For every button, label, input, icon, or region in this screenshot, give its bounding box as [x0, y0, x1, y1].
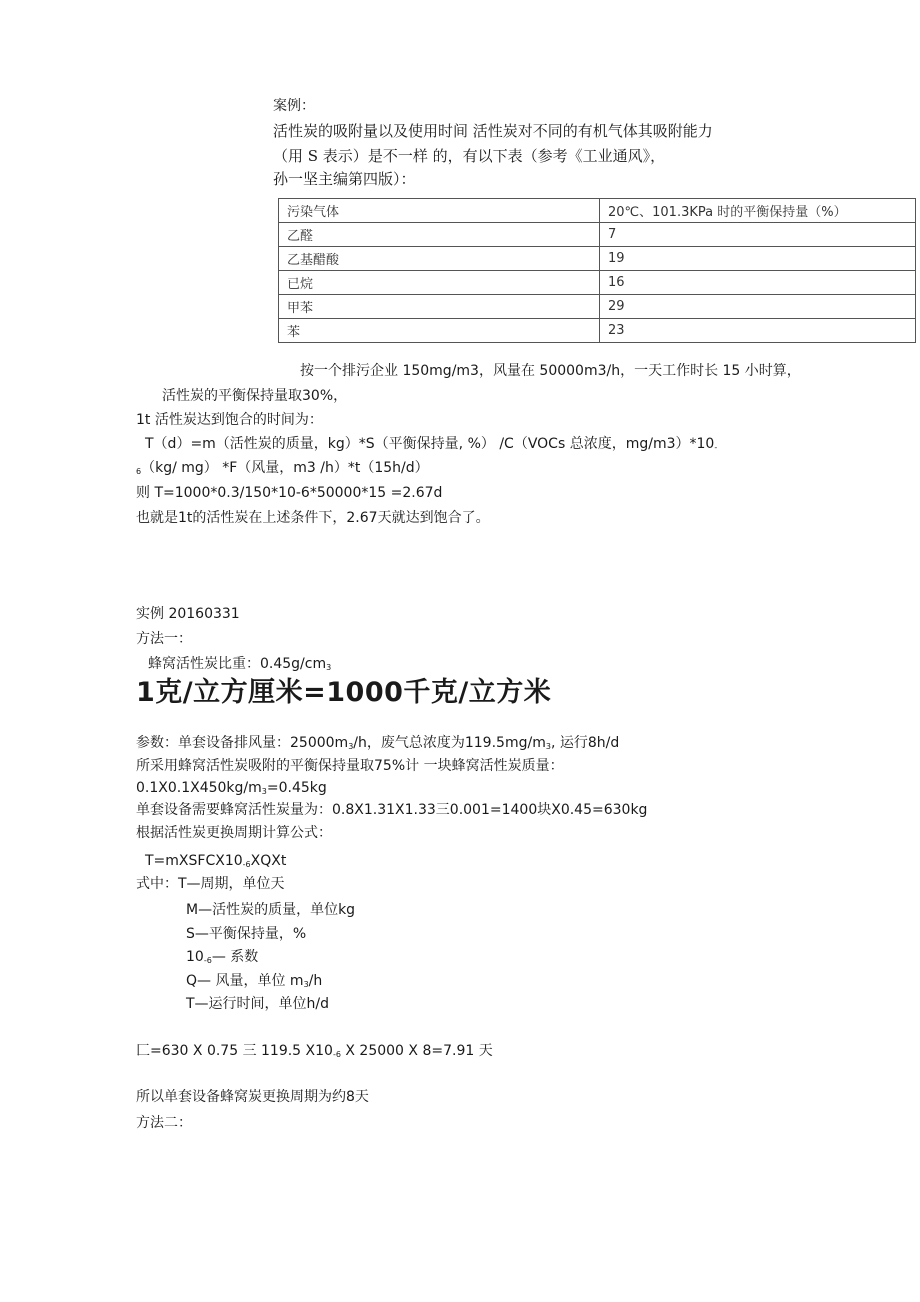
definition-text: 10: [186, 949, 204, 965]
unit-subscript: 3: [303, 980, 309, 989]
definition-s: S—平衡保持量，%: [186, 926, 307, 942]
table-cell-value: 19: [600, 247, 916, 271]
table-header-row: [279, 199, 916, 223]
table-row: [279, 295, 916, 319]
formula-text: （kg/ mg） *F（风量，m3 /h）*t（15h/d）: [141, 460, 429, 476]
method-one-heading: 方法一：: [136, 631, 192, 647]
table-row: [279, 223, 916, 247]
example1-line-1: 按一个排污企业 150mg/m3，风量在 50000m3/h，一天工作时长 15 小时算，: [300, 363, 801, 379]
unit-subscript: 3: [348, 742, 354, 751]
summary-line: 所以单套设备蜂窝炭更换周期为约8天: [136, 1089, 369, 1105]
retention-line: 所采用蜂窝活性炭吸附的平衡保持量取75%计 一块蜂窝活性炭质量：: [136, 758, 564, 774]
formula-intro: 根据活性炭更换周期计算公式：: [136, 825, 332, 841]
definition-text: Q— 风量，单位 m: [186, 973, 304, 989]
definition-t: T—运行时间，单位h/d: [186, 996, 330, 1012]
table-cell-value: 23: [600, 319, 916, 343]
definition-text: — 系数: [211, 949, 259, 965]
definition-q: [186, 971, 322, 995]
table-cell-gas: 已烷: [279, 271, 600, 295]
table-header-cell: 20℃、101.3KPa 时的平衡保持量（%）: [600, 199, 916, 223]
density-line: [148, 654, 331, 678]
density-text: 蜂窝活性炭比重：0.45g/cm: [148, 656, 327, 672]
unit-subscript: 3: [326, 663, 332, 672]
case-intro-line-2: （用 S 表示）是不一样 的，有以下表（参考《工业通风》，: [273, 147, 666, 165]
params-text: , 运行8h/d: [550, 735, 620, 751]
example1-line-2: 活性炭的平衡保持量取30%，: [162, 388, 348, 404]
formula-exponent: -6: [203, 956, 212, 965]
result-text: X 25000 X 8=7.91 天: [340, 1043, 493, 1059]
block-text: =0.45kg: [266, 780, 327, 796]
unit-subscript: 3: [261, 787, 267, 796]
table-cell-value: 7: [600, 223, 916, 247]
case-intro-line-1: 活性炭的吸附量以及使用时间 活性炭对不同的有机气体其吸附能力: [273, 122, 713, 140]
formula-where: 式中：T—周期，单位天: [136, 876, 285, 892]
table-row: [279, 271, 916, 295]
parameters-line: [136, 733, 619, 757]
required-carbon-line: 单套设备需要蜂窝活性炭量为：0.8X1.31X1.33三0.001=1400块X0.45=630kg: [136, 802, 648, 818]
table-cell-gas: 苯: [279, 319, 600, 343]
example1-formula-line-1: [145, 434, 717, 458]
result-text: 匚=630 X 0.75 三 119.5 X10: [136, 1043, 333, 1059]
definition-m: M—活性炭的质量，单位kg: [186, 902, 356, 918]
formula-text: T=mXSFCX10: [145, 853, 243, 869]
unit-subscript: 3: [545, 742, 551, 751]
formula-exponent: -6: [332, 1050, 341, 1059]
table-cell-value: 29: [600, 295, 916, 319]
unit-conversion-heading: 1克/立方厘米=1000千克/立方米: [136, 677, 552, 708]
formula-text: XQXt: [250, 853, 287, 869]
block-text: 0.1X0.1X450kg/m: [136, 780, 262, 796]
table-row: [279, 319, 916, 343]
example2-title: 实例 20160331: [136, 606, 240, 622]
table-cell-gas: 甲苯: [279, 295, 600, 319]
formula-superscript: -: [714, 443, 718, 452]
example1-line-3: 1t 活性炭达到饱合的时间为：: [136, 412, 323, 428]
adsorption-capacity-table: [278, 198, 916, 343]
example1-formula-line-2: [136, 458, 429, 482]
example1-conclusion: 也就是1t的活性炭在上述条件下，2.67天就达到饱合了。: [136, 510, 490, 526]
result-calculation: [136, 1041, 493, 1065]
formula-text: T（d）=m（活性炭的质量，kg）*S（平衡保持量, %） /C（VOCs 总浓度，mg/m3）*10: [145, 436, 715, 452]
case-heading: 案例：: [273, 98, 315, 114]
definition-text: /h: [308, 973, 323, 989]
case-intro-line-3: 孙一坚主编第四版）：: [273, 170, 416, 188]
params-text: 参数：单套设备排风量：25000m: [136, 735, 349, 751]
table-cell-value: 16: [600, 271, 916, 295]
definition-coefficient: [186, 947, 258, 971]
formula-exponent: -6: [242, 860, 251, 869]
params-text: /h，废气总浓度为119.5mg/m: [353, 735, 546, 751]
table-row: [279, 247, 916, 271]
example1-calculation: 则 T=1000*0.3/150*10-6*50000*15 =2.67d: [136, 485, 443, 501]
method-two-heading: 方法二：: [136, 1115, 192, 1131]
formula-exponent: 6: [136, 467, 142, 476]
table-header-cell: 污染气体: [279, 199, 600, 223]
block-mass-line: [136, 778, 327, 802]
replacement-formula: [145, 851, 286, 875]
table-cell-gas: 乙醛: [279, 223, 600, 247]
table-cell-gas: 乙基醋酸: [279, 247, 600, 271]
